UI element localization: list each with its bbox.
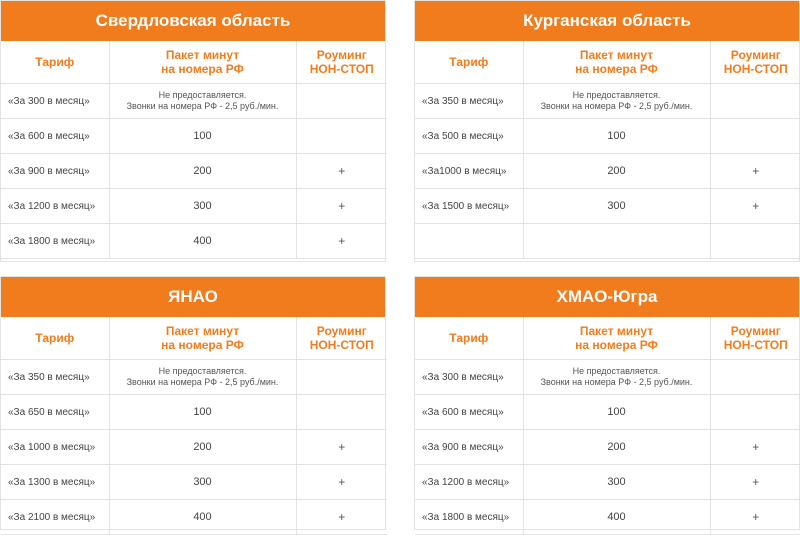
table-row xyxy=(415,84,800,119)
roaming-cell: + xyxy=(296,154,387,189)
tariff-cell: «За 1800 в месяц» xyxy=(415,500,523,535)
tariff-cell: «За 1000 в месяц» xyxy=(1,430,109,465)
minutes-cell xyxy=(523,224,710,259)
column-header-roaming: Роуминг НОН-СТОП xyxy=(296,41,387,84)
tariff-cell: «За 900 в месяц» xyxy=(1,154,109,189)
minutes-cell: 300 xyxy=(109,189,296,224)
minutes-cell: 200 xyxy=(523,430,710,465)
column-header-roaming: Роуминг НОН-СТОП xyxy=(296,317,387,360)
column-header-tariff: Тариф xyxy=(415,317,523,360)
column-header-minutes: Пакет минут на номера РФ xyxy=(523,317,710,360)
panel-title: ХМАО-Югра xyxy=(415,277,799,317)
panel-kurgan xyxy=(414,0,800,262)
table-row xyxy=(415,430,800,465)
minutes-cell: 100 xyxy=(109,119,296,154)
roaming-cell: + xyxy=(710,430,800,465)
table-row xyxy=(1,395,387,430)
table-row xyxy=(1,360,387,395)
minutes-cell: 400 xyxy=(523,500,710,535)
tariff-cell: «За 500 в месяц» xyxy=(415,119,523,154)
tariff-cell: «За 2100 в месяц» xyxy=(1,500,109,535)
roaming-cell: + xyxy=(296,224,387,259)
panel-title: Свердловская область xyxy=(1,1,385,41)
roaming-cell: + xyxy=(296,500,387,535)
roaming-cell xyxy=(710,395,800,430)
panel-sverdlovsk xyxy=(0,0,386,262)
minutes-cell: 300 xyxy=(523,465,710,500)
minutes-cell: 200 xyxy=(109,154,296,189)
minutes-cell: 100 xyxy=(523,395,710,430)
panel-yanao xyxy=(0,276,386,530)
table-row xyxy=(415,465,800,500)
table-header-row xyxy=(1,317,387,360)
roaming-cell xyxy=(710,84,800,119)
column-header-minutes: Пакет минут на номера РФ xyxy=(523,41,710,84)
tariff-cell: «За 350 в месяц» xyxy=(415,84,523,119)
column-header-minutes: Пакет минут на номера РФ xyxy=(109,41,296,84)
minutes-cell: 300 xyxy=(523,189,710,224)
column-header-tariff: Тариф xyxy=(415,41,523,84)
table-row xyxy=(1,500,387,535)
table-header-row xyxy=(415,41,800,84)
roaming-cell: + xyxy=(296,465,387,500)
roaming-cell xyxy=(710,360,800,395)
tariff-cell: «За 300 в месяц» xyxy=(415,360,523,395)
tariff-cell: «За 1200 в месяц» xyxy=(415,465,523,500)
panel-title: ЯНАО xyxy=(1,277,385,317)
table-row xyxy=(415,154,800,189)
minutes-cell: 400 xyxy=(109,500,296,535)
roaming-cell xyxy=(296,119,387,154)
table-row xyxy=(1,84,387,119)
table-row xyxy=(415,500,800,535)
table-row xyxy=(1,465,387,500)
tariff-table xyxy=(1,317,387,535)
tariff-cell: «За 300 в месяц» xyxy=(1,84,109,119)
minutes-cell: 200 xyxy=(109,430,296,465)
minutes-cell: 300 xyxy=(109,465,296,500)
table-header-row xyxy=(1,41,387,84)
minutes-cell: 100 xyxy=(523,119,710,154)
table-row xyxy=(1,224,387,259)
tariff-cell: «За 1300 в месяц» xyxy=(1,465,109,500)
minutes-note-cell: Не предоставляется. Звонки на номера РФ - 2,5 руб./мин. xyxy=(109,360,296,395)
roaming-cell: + xyxy=(710,465,800,500)
table-row xyxy=(415,360,800,395)
tariff-cell: «За 600 в месяц» xyxy=(415,395,523,430)
roaming-cell: + xyxy=(296,189,387,224)
roaming-cell: + xyxy=(296,430,387,465)
tariff-cell: «За1000 в месяц» xyxy=(415,154,523,189)
tariff-cell: «За 650 в месяц» xyxy=(1,395,109,430)
roaming-cell xyxy=(710,119,800,154)
tariff-table xyxy=(415,317,800,535)
roaming-cell xyxy=(296,360,387,395)
table-row xyxy=(415,224,800,259)
roaming-cell: + xyxy=(710,189,800,224)
tariff-cell: «За 1200 в месяц» xyxy=(1,189,109,224)
tariff-cell: «За 600 в месяц» xyxy=(1,119,109,154)
table-header-row xyxy=(415,317,800,360)
column-header-roaming: Роуминг НОН-СТОП xyxy=(710,41,800,84)
roaming-cell: + xyxy=(710,500,800,535)
column-header-roaming: Роуминг НОН-СТОП xyxy=(710,317,800,360)
tariff-table xyxy=(1,41,387,259)
minutes-cell: 100 xyxy=(109,395,296,430)
column-header-tariff: Тариф xyxy=(1,317,109,360)
minutes-cell: 200 xyxy=(523,154,710,189)
table-row xyxy=(1,189,387,224)
tariff-table xyxy=(415,41,800,259)
minutes-note-cell: Не предоставляется. Звонки на номера РФ - 2,5 руб./мин. xyxy=(109,84,296,119)
roaming-cell xyxy=(296,395,387,430)
table-row xyxy=(1,430,387,465)
tariff-cell: «За 350 в месяц» xyxy=(1,360,109,395)
table-row xyxy=(1,119,387,154)
table-row xyxy=(415,395,800,430)
table-row xyxy=(415,189,800,224)
tariff-cell: «За 900 в месяц» xyxy=(415,430,523,465)
roaming-cell xyxy=(710,224,800,259)
roaming-cell xyxy=(296,84,387,119)
panel-khmao xyxy=(414,276,800,530)
table-row xyxy=(415,119,800,154)
tariff-cell: «За 1800 в месяц» xyxy=(1,224,109,259)
minutes-note-cell: Не предоставляется. Звонки на номера РФ - 2,5 руб./мин. xyxy=(523,84,710,119)
column-header-minutes: Пакет минут на номера РФ xyxy=(109,317,296,360)
minutes-note-cell: Не предоставляется. Звонки на номера РФ - 2,5 руб./мин. xyxy=(523,360,710,395)
tariff-cell xyxy=(415,224,523,259)
column-header-tariff: Тариф xyxy=(1,41,109,84)
table-row xyxy=(1,154,387,189)
roaming-cell: + xyxy=(710,154,800,189)
minutes-cell: 400 xyxy=(109,224,296,259)
tariff-cell: «За 1500 в месяц» xyxy=(415,189,523,224)
panel-title: Курганская область xyxy=(415,1,799,41)
